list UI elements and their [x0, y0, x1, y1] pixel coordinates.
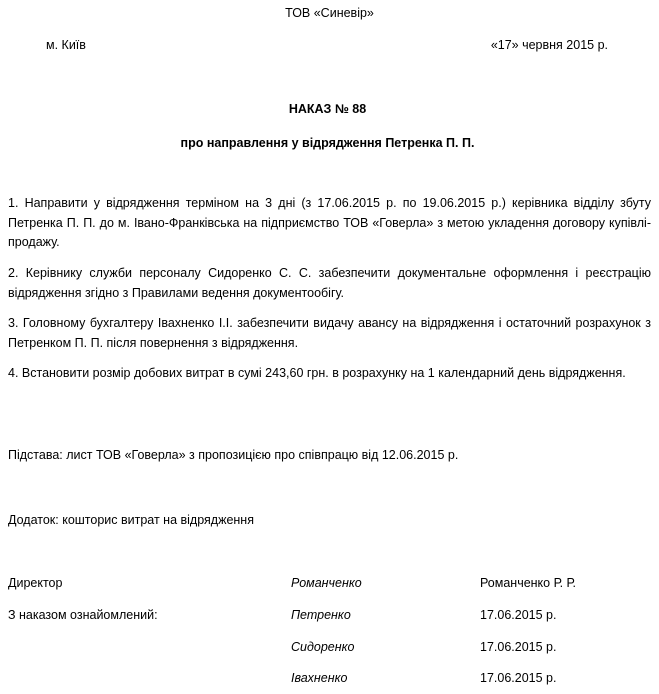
acquainted-label: З наказом ознайомлений: [8, 608, 158, 622]
acquaintance-date: 17.06.2015 р. [480, 640, 557, 654]
company-name: ТОВ «Синевір» [285, 6, 374, 20]
acquaintance-date: 17.06.2015 р. [480, 671, 557, 685]
order-item-2: 2. Керівнику служби персоналу Сидоренко С. С. забезпечити документальне оформлення і реєстрацію відрядження згідно з Правилами ведення документообігу. [8, 266, 651, 300]
director-label: Директор [8, 576, 63, 590]
acquaintance-signature: Петренко [291, 608, 351, 622]
acquaintance-signature: Івахненко [291, 671, 348, 685]
director-name: Романченко Р. Р. [480, 576, 576, 590]
order-item-4: 4. Встановити розмір добових витрат в сумі 243,60 грн. в розрахунку на 1 календарний день відрядження. [8, 366, 626, 380]
order-title: НАКАЗ № 88 [288, 102, 367, 116]
document-date: «17» червня 2015 р. [490, 38, 608, 52]
order-item-1: 1. Направити у відрядження терміном на 3 дні (з 17.06.2015 р. по 19.06.2015 р.) керівника відділу збуту Петренка П. П. до м. Івано-Франківська на підприємство ТОВ «Говерла» з метою укладення договору купівлі-продажу. [8, 196, 651, 249]
basis-text: Підстава: лист ТОВ «Говерла» з пропозицією про співпрацю від 12.06.2015 р. [8, 448, 459, 462]
city: м. Київ [46, 38, 86, 52]
acquaintance-signature: Сидоренко [291, 640, 355, 654]
director-signature: Романченко [291, 576, 362, 590]
order-item-3: 3. Головному бухгалтеру Івахненко І.І. забезпечити видачу авансу на відрядження і остаточний розрахунок з Петренком П. П. після повернення з відрядження. [8, 316, 651, 350]
appendix-text: Додаток: кошторис витрат на відрядження [8, 513, 254, 527]
order-subtitle: про направлення у відрядження Петренка П. П. [180, 136, 475, 150]
acquaintance-date: 17.06.2015 р. [480, 608, 557, 622]
